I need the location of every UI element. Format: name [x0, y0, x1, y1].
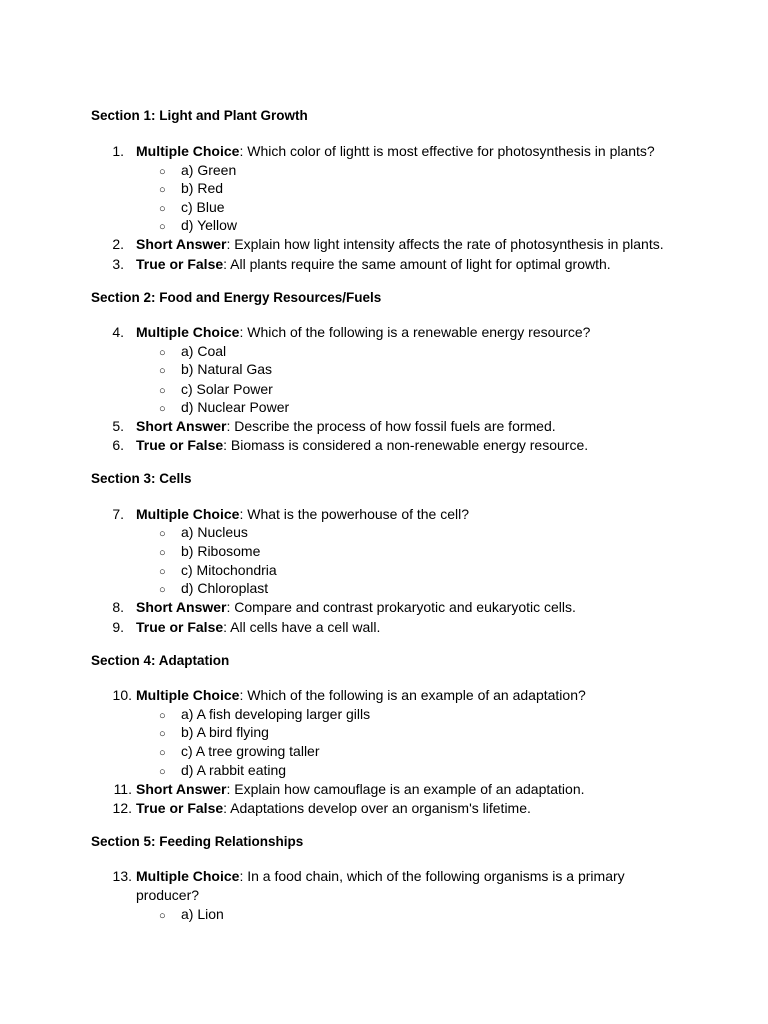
question-body: : All cells have a cell wall. [223, 619, 381, 635]
option-text: c) Solar Power [181, 381, 273, 397]
question-number: 10. [112, 687, 132, 703]
question-type: Short Answer [136, 418, 227, 434]
question-text [136, 867, 626, 905]
question-type: True or False [136, 619, 224, 635]
question-number: 12. [112, 800, 132, 816]
question-type: Multiple Choice [136, 868, 240, 884]
circle-bullet-icon: ○ [159, 184, 166, 196]
answer-option [159, 761, 286, 781]
question-text [136, 505, 696, 524]
question-body: : Explain how light intensity affects the rate of photosynthesis in plants. [226, 236, 664, 252]
question-body: : In a food chain, which of the following organisms is a primary producer? [136, 868, 625, 903]
question-text [136, 598, 696, 617]
circle-bullet-icon: ○ [159, 728, 166, 740]
circle-bullet-icon: ○ [159, 910, 166, 922]
question-body: : Which color of lightt is most effective for photosynthesis in plants? [239, 143, 655, 159]
option-text: d) Yellow [181, 217, 238, 233]
question-number: 3. [112, 256, 124, 272]
question-body: : Adaptations develop over an organism's lifetime. [223, 800, 531, 816]
answer-option [159, 742, 320, 762]
answer-option [159, 905, 224, 925]
question-body: : Explain how camouflage is an example of an adaptation. [226, 781, 585, 797]
answer-option [159, 398, 289, 418]
question-body: : Biomass is considered a non-renewable energy resource. [223, 437, 589, 453]
question-text [136, 436, 696, 455]
section-heading: Section 1: Light and Plant Growth [91, 108, 308, 123]
question-text [136, 618, 696, 637]
question-number: 2. [112, 236, 124, 252]
question-type: Short Answer [136, 599, 227, 615]
question-text [136, 417, 696, 436]
question-text [136, 142, 696, 161]
answer-option [159, 380, 273, 400]
question-text [136, 780, 696, 799]
question-type: True or False [136, 800, 224, 816]
answer-option [159, 523, 248, 543]
question-body: : Which of the following is a renewable energy resource? [239, 324, 591, 340]
circle-bullet-icon: ○ [159, 403, 166, 415]
circle-bullet-icon: ○ [159, 584, 166, 596]
question-text [136, 235, 696, 254]
answer-option [159, 579, 268, 599]
question-number: 1. [112, 143, 124, 159]
answer-option [159, 542, 260, 562]
answer-option [159, 198, 225, 218]
circle-bullet-icon: ○ [159, 385, 166, 397]
question-number: 13. [112, 868, 132, 884]
circle-bullet-icon: ○ [159, 747, 166, 759]
circle-bullet-icon: ○ [159, 365, 166, 377]
question-number: 8. [112, 599, 124, 615]
circle-bullet-icon: ○ [159, 221, 166, 233]
option-text: a) Green [181, 162, 237, 178]
question-number: 5. [112, 418, 124, 434]
question-body: : Describe the process of how fossil fuels are formed. [226, 418, 556, 434]
circle-bullet-icon: ○ [159, 566, 166, 578]
option-text: d) A rabbit eating [181, 762, 287, 778]
circle-bullet-icon: ○ [159, 547, 166, 559]
question-number: 11. [113, 781, 132, 797]
question-text [136, 323, 696, 342]
circle-bullet-icon: ○ [159, 347, 166, 359]
answer-option [159, 216, 237, 236]
question-body: : Compare and contrast prokaryotic and eukaryotic cells. [226, 599, 576, 615]
question-number: 9. [112, 619, 124, 635]
option-text: a) A fish developing larger gills [181, 706, 371, 722]
question-type: Multiple Choice [136, 506, 240, 522]
answer-option [159, 161, 236, 181]
answer-option [159, 723, 269, 743]
circle-bullet-icon: ○ [159, 710, 166, 722]
option-text: d) Nuclear Power [181, 399, 290, 415]
answer-option [159, 342, 226, 362]
option-text: a) Nucleus [181, 524, 248, 540]
option-text: b) Red [181, 180, 224, 196]
question-type: Multiple Choice [136, 143, 240, 159]
question-type: Short Answer [136, 781, 227, 797]
question-body: : What is the powerhouse of the cell? [239, 506, 470, 522]
question-type: Short Answer [136, 236, 227, 252]
answer-option [159, 705, 370, 725]
question-body: : All plants require the same amount of light for optimal growth. [223, 256, 611, 272]
question-number: 4. [112, 324, 124, 340]
question-body: : Which of the following is an example of an adaptation? [239, 687, 586, 703]
option-text: c) Blue [181, 199, 225, 215]
option-text: a) Lion [181, 906, 224, 922]
section-heading: Section 3: Cells [91, 471, 192, 486]
circle-bullet-icon: ○ [159, 528, 166, 540]
question-text [136, 255, 696, 274]
circle-bullet-icon: ○ [159, 766, 166, 778]
question-number: 6. [112, 437, 124, 453]
option-text: c) A tree growing taller [181, 743, 320, 759]
answer-option [159, 360, 272, 380]
option-text: a) Coal [181, 343, 227, 359]
question-text [136, 686, 696, 705]
question-type: Multiple Choice [136, 324, 240, 340]
question-text [136, 799, 696, 818]
circle-bullet-icon: ○ [159, 203, 166, 215]
section-heading: Section 4: Adaptation [91, 653, 230, 668]
answer-option [159, 561, 277, 581]
option-text: b) Ribosome [181, 543, 261, 559]
question-type: True or False [136, 437, 224, 453]
question-type: True or False [136, 256, 224, 272]
circle-bullet-icon: ○ [159, 166, 166, 178]
option-text: d) Chloroplast [181, 580, 269, 596]
question-type: Multiple Choice [136, 687, 240, 703]
option-text: c) Mitochondria [181, 562, 277, 578]
section-heading: Section 5: Feeding Relationships [91, 834, 304, 849]
option-text: b) Natural Gas [181, 361, 273, 377]
question-number: 7. [112, 506, 124, 522]
section-heading: Section 2: Food and Energy Resources/Fuels [91, 290, 382, 305]
answer-option [159, 179, 223, 199]
option-text: b) A bird flying [181, 724, 269, 740]
